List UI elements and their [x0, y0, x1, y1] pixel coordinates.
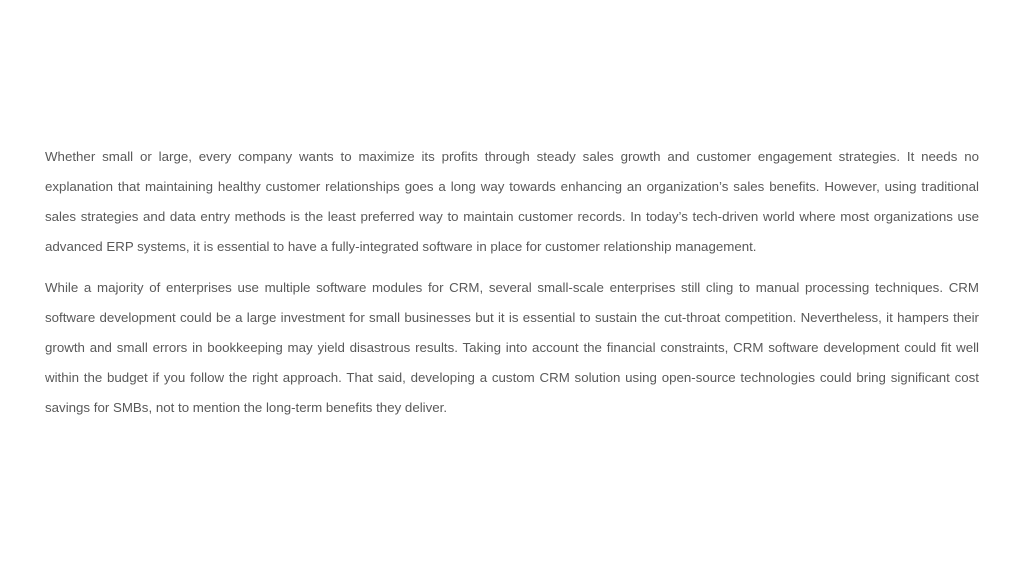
text-content: [45, 142, 979, 423]
paragraph-crm-importance: Whether small or large, every company wants to maximize its profits through steady sales growth and customer engagement strategies. It needs no explanation that maintaining healthy customer relationships goes a long way towards enhancing an organization’s sales benefits. However, using traditional sales strategies and data entry methods is the least preferred way to maintain customer records. In today’s tech-driven world where most organizations use advanced ERP systems, it is essential to have a fully-integrated software in place for customer relationship management.: [45, 149, 979, 254]
paragraph-crm-development: While a majority of enterprises use multiple software modules for CRM, several small-scale enterprises still cling to manual processing techniques. CRM software development could be a large investment for small businesses but it is essential to sustain the cut-throat competition. Nevertheless, it hampers their growth and small errors in bookkeeping may yield disastrous results. Taking into account the financial constraints, CRM software development could fit well within the budget if you follow the right approach. That said, developing a custom CRM solution using open-source technologies could bring significant cost savings for SMBs, not to mention the long-term benefits they deliver.: [45, 280, 979, 415]
